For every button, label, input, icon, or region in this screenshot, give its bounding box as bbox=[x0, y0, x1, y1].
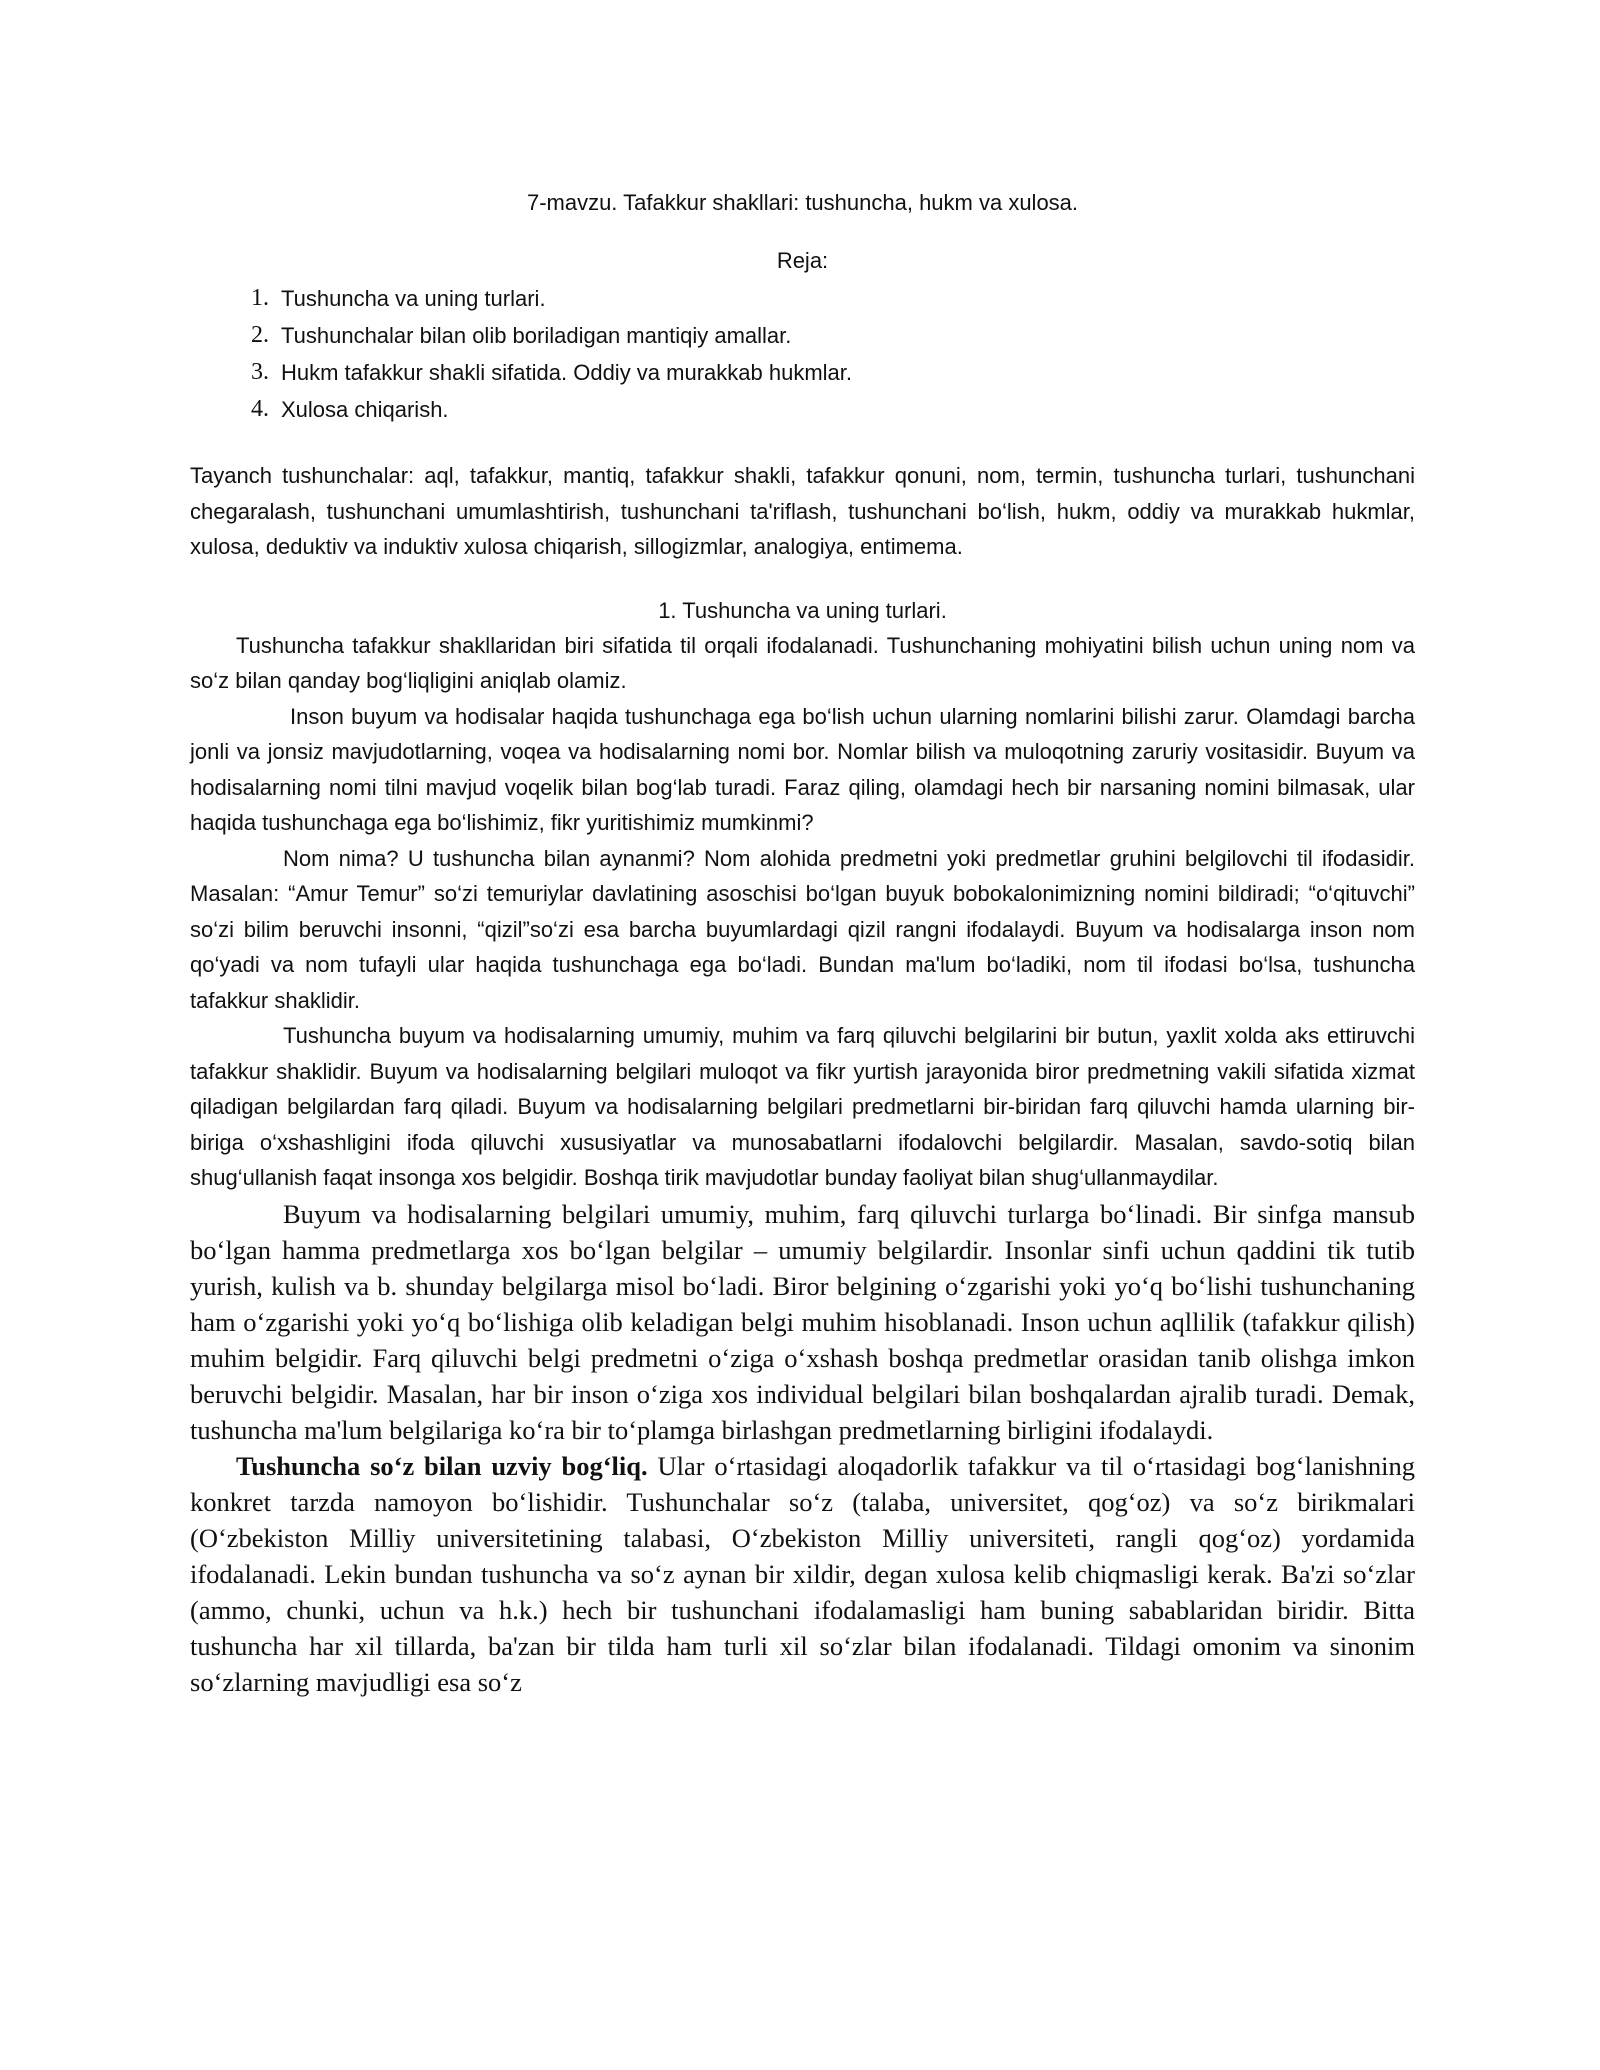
plan-item bbox=[190, 317, 1415, 354]
key-concepts-paragraph: Tayanch tushunchalar: aql, tafakkur, mantiq, tafakkur shakli, tafakkur qonuni, nom, termin, tushuncha turlari, tushunchani chegaralash, tushunchani umumlashtirish, tushunchani ta'riflash, tushunchani bo‘lish, hukm, oddiy va murakkab hukmlar, xulosa, deduktiv va induktiv xulosa chiqarish, sillogizmlar, analogiya, entimema. bbox=[190, 463, 1415, 559]
body-paragraph: Buyum va hodisalarning belgilari umumiy, muhim, farq qiluvchi turlarga bo‘linadi. Bir sinfga mansub bo‘lgan hamma predmetlarga xos bo‘lgan belgilar – umumiy belgilardir. Insonlar sinfi uchun qaddini tik tutib yurish, kulish va b. shunday belgilarga misol bo‘ladi. Biror belgining o‘zgarishi yoki yo‘q bo‘lishi tushunchaning ham o‘zgarishi yoki yo‘q bo‘lishiga olib keladigan belgi muhim hisoblanadi. Inson uchun aqllilik (tafakkur qilish) muhim belgidir. Farq qiluvchi belgi predmetni o‘ziga o‘xshash boshqa predmetlar orasidan tanib olishga imkon beruvchi belgidir. Masalan, har bir inson o‘ziga xos individual belgilari bilan boshqalardan ajralib turadi. Demak, tushuncha ma'lum belgilariga ko‘ra bir to‘plamga birlashgan predmetlarning birligini ifodalaydi. bbox=[190, 1198, 1415, 1445]
plan-list bbox=[190, 280, 1415, 428]
plan-item-number: 1. bbox=[251, 285, 269, 311]
body-paragraph: Inson buyum va hodisalar haqida tushunchaga ega bo‘lish uchun ularning nomlarini bilishi zarur. Olamdagi barcha jonli va jonsiz mavjudotlarning, voqea va hodisalarning nomi bor. Nomlar bilish va muloqotning zaruriy vositasidir. Buyum va hodisalarning nomi tilni mavjud voqelik bilan bog‘lab turadi. Faraz qiling, olamdagi hech bir narsaning nomini bilmasak, ular haqida tushunchaga ega bo‘lishimiz, fikr yuritishimiz mumkinmi? bbox=[190, 703, 1415, 835]
body-paragraph: Tushuncha tafakkur shakllaridan biri sifatida til orqali ifodalanadi. Tushunchaning mohiyatini bilish uchun uning nom va so‘z bilan qanday bog‘liqligini aniqlab olamiz. bbox=[190, 632, 1415, 693]
plan-item-text: Tushunchalar bilan olib boriladigan mantiqiy amallar. bbox=[281, 323, 792, 348]
plan-heading: Reja: bbox=[776, 248, 829, 273]
plan-item-number: 3. bbox=[251, 359, 269, 385]
section-heading: 1. Tushuncha va uning turlari. bbox=[658, 597, 947, 623]
bold-lead-sentence: Tushuncha so‘z bilan uzviy bog‘liq. bbox=[236, 1450, 648, 1481]
body-paragraph: Nom nima? U tushuncha bilan aynanmi? Nom alohida predmetni yoki predmetlar gruhini belgilovchi til ifodasidir. Masalan: “Amur Temur” so‘zi temuriylar davlatining asoschisi bo‘lgan buyuk bobokalonimizning nomini bildiradi; “o‘qituvchi” so‘zi bilim beruvchi insonni, “qizil”so‘zi esa barcha buyumlardagi qizil rangni ifodalaydi. Buyum va hodisalarga inson nom qo‘yadi va nom tufayli ular haqida tushunchaga ega bo‘ladi. Bundan ma'lum bo‘ladiki, nom til ifodasi bo‘lsa, tushuncha tafakkur shaklidir. bbox=[190, 845, 1415, 1013]
plan-item-text: Xulosa chiqarish. bbox=[281, 397, 449, 422]
plan-item-number: 4. bbox=[251, 396, 269, 422]
document-title: 7-mavzu. Tafakkur shakllari: tushuncha, hukm va xulosa. bbox=[526, 190, 1079, 215]
plan-item-text: Tushuncha va uning turlari. bbox=[281, 286, 546, 311]
plan-item bbox=[190, 280, 1415, 317]
plan-item-text: Hukm tafakkur shakli sifatida. Oddiy va murakkab hukmlar. bbox=[281, 360, 853, 385]
document-page bbox=[190, 188, 1415, 1700]
plan-item bbox=[190, 354, 1415, 391]
paragraph-text: Ular o‘rtasidagi aloqadorlik tafakkur va til o‘rtasidagi bog‘lanishning konkret tarzda namoyon bo‘lishidir. Tushunchalar so‘z (talaba, universitet, qog‘oz) va so‘z birikmalari (O‘zbekiston Milliy universitetining talabasi, O‘zbekiston Milliy universiteti, rangli qog‘oz) yordamida ifodalanadi. Lekin bundan tushuncha va so‘z aynan bir xildir, degan xulosa kelib chiqmasligi kerak. Ba'zi so‘zlar (ammo, chunki, uchun va h.k.) hech bir tushunchani ifodalamasligi ham buning sabablaridan biridir. Bitta tushuncha har xil tillarda, ba'zan bir tilda ham turli xil so‘zlar bilan ifodalanadi. Tildagi omonim va sinonim so‘zlarning mavjudligi esa so‘z bbox=[190, 1450, 1416, 1697]
plan-item-number: 2. bbox=[251, 322, 269, 348]
body-paragraph: Tushuncha buyum va hodisalarning umumiy, muhim va farq qiluvchi belgilarini bir butun, yaxlit xolda aks ettiruvchi tafakkur shaklidir. Buyum va hodisalarning belgilari muloqot va fikr yurtish jarayonida biror predmetning vakili sifatida xizmat qiladigan belgilardan farq qiladi. Buyum va hodisalarning belgilari predmetlarni bir-biridan farq qiluvchi hamda ularning bir-biriga o‘xshashligini ifoda qiluvchi xususiyatlar va munosabatlarni ifodalovchi belgilardir. Masalan, savdo-sotiq bilan shug‘ullanish faqat insonga xos belgidir. Boshqa tirik mavjudotlar bunday faoliyat bilan shug‘ullanmaydilar. bbox=[190, 1023, 1415, 1190]
plan-item bbox=[190, 391, 1415, 428]
body-paragraph-last bbox=[190, 1448, 1415, 1700]
